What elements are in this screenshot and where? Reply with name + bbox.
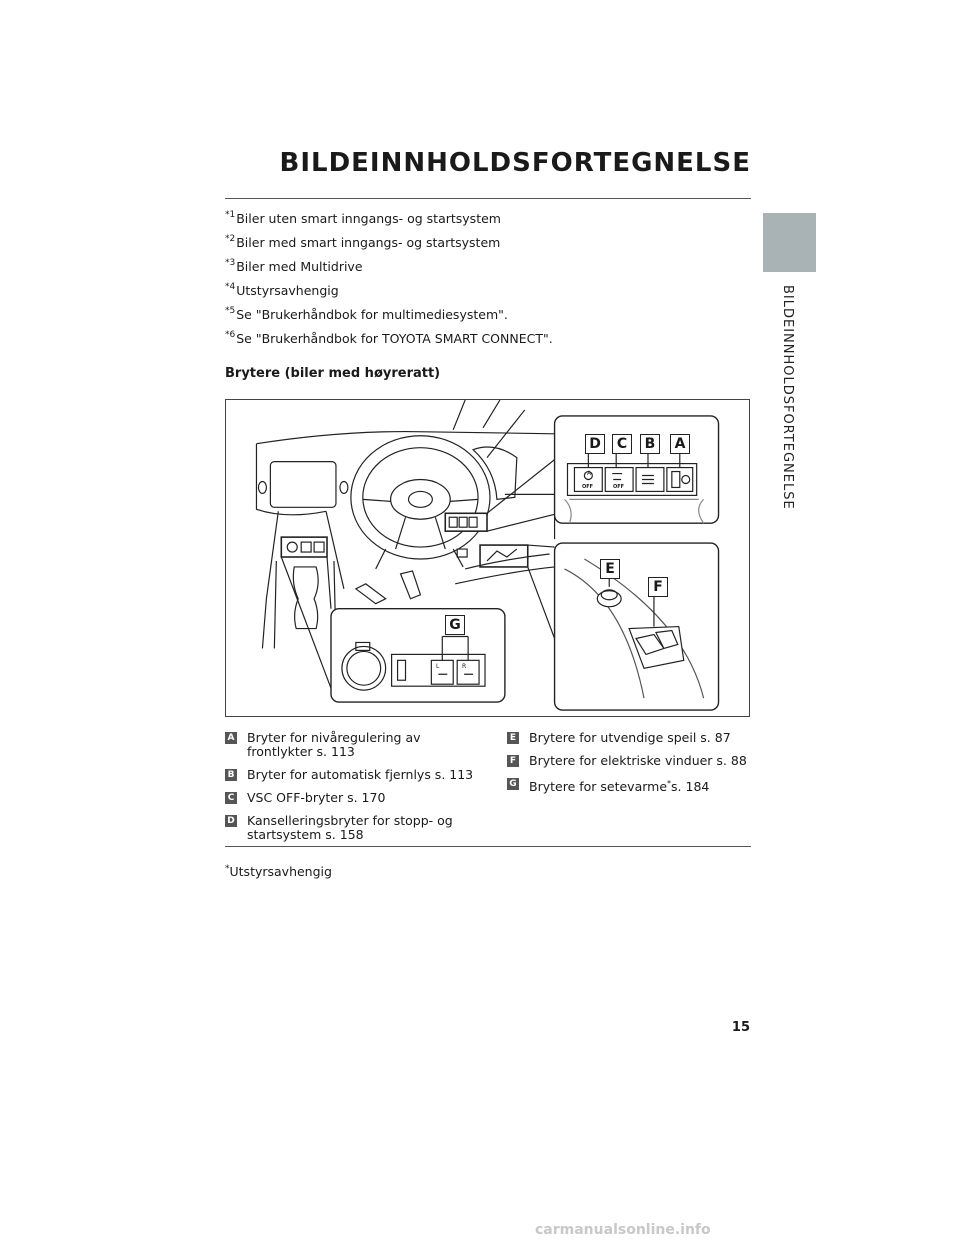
switch-label-a: A bbox=[587, 470, 592, 477]
section-heading: Brytere (biler med høyreratt) bbox=[225, 366, 441, 381]
footnote-4: $^{*4}$Utstyrsavhengig bbox=[225, 282, 339, 298]
page-number: 15 bbox=[731, 1020, 750, 1035]
legend-item-c: C VSC OFF-bryter s. 170 bbox=[225, 791, 475, 807]
header-rule bbox=[225, 198, 751, 199]
seat-label-l: L bbox=[436, 663, 440, 670]
legend-item-d: D Kanselleringsbryter for stopp- og startsystem s. 158 bbox=[225, 814, 475, 844]
callout-g: G bbox=[445, 615, 465, 635]
callout-f: F bbox=[648, 577, 668, 597]
callout-c: C bbox=[612, 434, 632, 454]
footnote-2: $^{*2}$Biler med smart inngangs- og startsystem bbox=[225, 234, 501, 250]
callout-b: B bbox=[640, 434, 660, 454]
chapter-tab-label: BILDEINNHOLDSFORTEGNELSE bbox=[780, 285, 795, 510]
callout-e: E bbox=[600, 559, 620, 579]
callout-a: A bbox=[670, 434, 690, 454]
switch-label-off-2: OFF bbox=[613, 484, 625, 490]
footnote-5: $^{*5}$Se "Brukerhåndbok for multimediesystem". bbox=[225, 306, 508, 322]
footer-rule bbox=[225, 846, 751, 847]
switch-label-off-1: OFF bbox=[582, 484, 594, 490]
footnote-1: $^{*1}$Biler uten smart inngangs- og startsystem bbox=[225, 210, 501, 226]
callout-d: D bbox=[585, 434, 605, 454]
legend-item-e: E Brytere for utvendige speil s. 87 bbox=[507, 731, 747, 747]
bottom-footnote: *Utstyrsavhengig bbox=[225, 864, 332, 879]
footnote-3: $^{*3}$Biler med Multidrive bbox=[225, 258, 363, 274]
legend-item-b: B Bryter for automatisk fjernlys s. 113 bbox=[225, 768, 475, 784]
seat-label-r: R bbox=[462, 663, 467, 670]
legend-item-f: F Brytere for elektriske vinduer s. 88 bbox=[507, 754, 747, 770]
chapter-tab bbox=[763, 213, 816, 272]
legend-item-a: A Bryter for nivåregulering av frontlykter s. 113 bbox=[225, 731, 475, 761]
dashboard-illustration bbox=[225, 399, 750, 717]
watermark-text: carmanualsonline.info bbox=[535, 1222, 711, 1238]
legend-item-g: G Brytere for setevarme*s. 184 bbox=[507, 777, 747, 793]
page-header-title: BILDEINNHOLDSFORTEGNELSE bbox=[279, 148, 751, 178]
footnote-6: $^{*6}$Se "Brukerhåndbok for TOYOTA SMART CONNECT". bbox=[225, 330, 553, 346]
